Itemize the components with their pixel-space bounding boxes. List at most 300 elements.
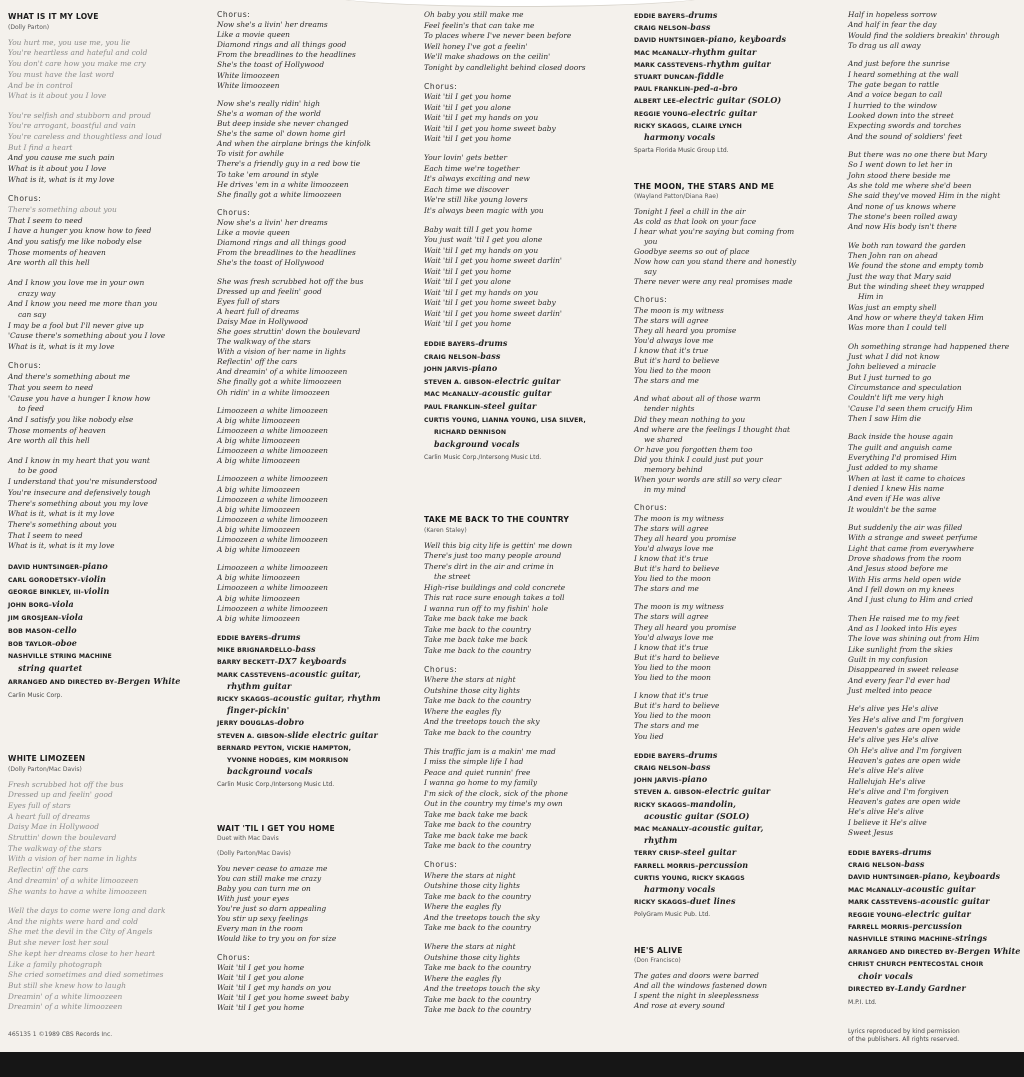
lyric-line: He's alive He's alive (848, 807, 924, 817)
lyric-line: Heaven's gates are open wide (848, 725, 961, 735)
credit-dash: – (77, 576, 81, 584)
musician-role: bass (295, 644, 316, 655)
musician-role: rhythm guitar (227, 680, 292, 691)
lyric-line: You don't care how you make me cry (8, 59, 146, 69)
credit-dash: – (114, 678, 118, 686)
lyric-line: To places where I've never been before (424, 31, 572, 40)
lyric-line: Outshine those city lights (424, 952, 520, 962)
musician-name: ALBERT LEE (634, 98, 676, 106)
lyric-line: A heart full of dreams (217, 306, 300, 316)
chorus-label: Chorus: (634, 503, 668, 513)
credit-dash: – (919, 874, 923, 882)
lyric-line: Half in hopeless sorrow (848, 10, 937, 19)
lyric-line: And how or where they'd taken Him (848, 312, 984, 322)
musician-role: acoustic guitar (482, 388, 552, 399)
musician-credit (217, 766, 381, 778)
lyric-line: And where are the feelings I thought that (634, 424, 790, 434)
chorus-label: Chorus: (424, 860, 458, 870)
musician-role: acoustic guitar, (289, 668, 361, 679)
musician-role: background vocals (434, 438, 520, 449)
lyric-line: With His arms held open wide (848, 574, 961, 584)
lyric-line: There's dirt in the air and crime in (424, 561, 554, 571)
musician-name: MAC McANALLY (634, 825, 689, 833)
lyric-line: Heaven's gates are open wide (848, 755, 961, 765)
chorus-label: Chorus: (634, 295, 668, 305)
musician-name: JOHN JARVIS (634, 777, 679, 785)
stanza-gap (424, 852, 586, 861)
musician-credit (634, 132, 796, 144)
lyric-line: I'm sick of the clock, sick of the phone (424, 788, 568, 798)
musician-role: drums (688, 10, 718, 20)
credit-dash: – (686, 899, 691, 907)
stanza-gap (8, 700, 181, 709)
lyric-line: That I seem to need (8, 530, 83, 540)
musician-role: dobro (277, 717, 305, 728)
stanza-gap (634, 495, 796, 503)
lyric-line: Dreamin' of a white limoozeen (8, 991, 123, 1001)
credit-dash: – (701, 789, 705, 797)
lyric-line: Like a movie queen (217, 30, 290, 40)
credit-dash: – (694, 74, 698, 82)
lyric-line: Tonight by candlelight behind closed doors (424, 62, 586, 72)
lyric-line: Now she's a livin' her dreams (217, 20, 328, 30)
lyric-line: Take me back to the country (424, 1005, 531, 1015)
musician-credit (8, 650, 181, 663)
credit-dash: – (477, 353, 481, 361)
lyric-line: Out in the country my time's my own (424, 799, 563, 809)
lyric-line: To drag us all away (848, 40, 921, 50)
musician-credit (424, 363, 586, 376)
lyric-line: But deep inside she never changed (217, 119, 349, 129)
lyric-line: Wait 'til I get you home (424, 319, 512, 328)
lyric-line: You never cease to amaze me (217, 863, 328, 873)
lyric-line: Reflectin' off the cars (217, 357, 298, 367)
musician-role: DX7 keyboards (277, 656, 347, 667)
lyric-line: Your lovin' gets better (424, 153, 507, 162)
lyric-line: And be in control (8, 80, 73, 90)
lyric-line: She said they've moved Him in the night (848, 191, 1001, 201)
lyric-line: Now how can you stand there and honestly (634, 257, 797, 267)
lyric-line: It's always been magic with you (424, 205, 544, 215)
musician-name: CRAIG NELSON (424, 353, 478, 361)
lyric-line: She goes struttin' down the boulevard (217, 327, 361, 336)
lyric-line: Diamond rings and all things good (217, 40, 347, 50)
footnote (848, 1028, 960, 1044)
musician-name: PAUL FRANKLIN (424, 403, 481, 411)
lyric-line: I know that it's true (634, 345, 709, 355)
song-title: WHAT IS IT MY LOVE (8, 12, 99, 21)
lyric-line: But I find a heart (8, 142, 73, 152)
credit-dash: – (475, 341, 479, 348)
lyric-line: Outshine those city lights (424, 685, 520, 695)
credit-dash: – (909, 924, 913, 932)
credit-dash: – (48, 602, 52, 610)
lyric-line: You're selfish and stubborn and proud (8, 110, 151, 120)
musician-role: rhythm (644, 835, 678, 846)
lyric-line: But I just turned to go (848, 372, 932, 382)
lyric-line: Now she's really ridin' high (217, 98, 321, 108)
lyric-line: Those moments of heaven (8, 247, 106, 257)
lyric-line: You're heartless and hateful and cold (8, 48, 148, 58)
lyric-line: And rose at every sound (634, 1001, 725, 1011)
musician-credit (8, 574, 181, 587)
lyric-line: She's the same ol' down home girl (217, 129, 346, 139)
lyric-line: Baby you can turn me on (217, 884, 311, 893)
lyric-line: You hurt me, you use me, you lie (8, 37, 131, 47)
musician-role: piano, keyboards (708, 34, 787, 45)
stanza-gap (8, 447, 181, 456)
lyric-line: John believed a miracle (848, 362, 937, 372)
lyric-line: Where the eagles fly (424, 902, 501, 912)
musician-role: fiddle (697, 71, 724, 82)
musician-credit (634, 120, 796, 132)
lyric-line: We're still like young lovers (424, 195, 528, 204)
stanza-gap (424, 479, 586, 488)
lyric-line: You can still make me crazy (217, 873, 322, 883)
lyric-line: And just before the sunrise (848, 59, 950, 69)
lyric-line: But still she knew how to laugh (8, 980, 126, 990)
stanza-gap (8, 726, 181, 735)
lyric-line: The moon is my witness (634, 305, 724, 315)
lyric-line: Wait 'til I get you home (424, 266, 512, 276)
stanza-gap (8, 708, 181, 717)
publisher-credit: M.P.I. Ltd. (848, 998, 877, 1006)
chorus-label: Chorus: (424, 664, 458, 674)
stanza-gap (634, 171, 796, 179)
lyric-line: White limoozeen (217, 70, 280, 80)
musician-name: MAC McANALLY (634, 49, 689, 57)
musician-credit (634, 750, 796, 762)
lyric-line: Like a movie queen (217, 228, 290, 238)
stanza-gap (848, 334, 1021, 342)
musician-role: bass (480, 350, 501, 361)
lyric-line: Was just an empty shell (848, 302, 937, 312)
lyric-line: I have a hunger you know how to feed (8, 226, 152, 236)
musician-role: rhythm guitar (692, 46, 757, 57)
stanza-gap (217, 466, 381, 474)
stanza-gap (8, 102, 181, 111)
lyric-line: Wait 'til I get you home (217, 1003, 305, 1013)
musician-role: drums (688, 749, 718, 760)
stanza-gap (217, 624, 381, 632)
lyric-line: But she never lost her soul (8, 938, 109, 948)
credit-dash: – (705, 37, 709, 45)
musician-name: YVONNE HODGES, KIM MORRISON (227, 756, 349, 764)
lyric-line: High-rise buildings and cold concrete (424, 582, 566, 592)
lyric-line: say (644, 267, 657, 277)
lyric-line: Take me back to the country (424, 820, 531, 830)
musician-name: CARL GORODETSKY (8, 576, 78, 584)
lyric-line: Eyes full of stars (217, 296, 280, 306)
lyric-line: She finally got a white limoozeen (217, 189, 342, 199)
musician-name: ARRANGED AND DIRECTED BY (848, 948, 955, 956)
lyric-line: Like a family photograph (8, 959, 103, 969)
lyric-line: Daisy Mae in Hollywood (8, 822, 99, 832)
songwriter-credit: (Dolly Parton) (8, 23, 50, 31)
lyric-line: You must have the last word (8, 69, 115, 79)
publisher-credit: Carlin Music Corp./Intersong Music Ltd. (217, 781, 335, 789)
musician-name: MAC McANALLY (424, 391, 479, 399)
stanza-gap (8, 269, 181, 278)
lyric-line: The moon is my witness (634, 602, 724, 612)
lyric-line: Diamond rings and all things good (217, 238, 347, 248)
lyric-line: She's the toast of Hollywood (217, 258, 325, 268)
musician-credit (217, 730, 381, 742)
lyric-line: 'Cause I'd seen them crucify Him (848, 403, 973, 413)
lyric-line: She kept her dreams close to her heart (8, 948, 155, 958)
lyric-line: 'Cause there's something about you I love (8, 331, 166, 341)
musician-credit (634, 872, 796, 884)
musician-credit (8, 638, 181, 651)
musician-role: background vocals (227, 766, 313, 777)
lyric-line: Limoozeen a white limoozeen (217, 474, 328, 484)
musician-credit (634, 823, 796, 835)
lyric-line: The moon is my witness (634, 513, 724, 523)
lyric-line: Take me back to the country (424, 923, 531, 933)
lyric-line: Take me back to the country (424, 891, 531, 901)
credit-dash: – (678, 777, 682, 785)
credit-dash: – (695, 862, 699, 870)
stanza-gap (424, 656, 586, 665)
lyric-line: Oh ridin' in a white limoozeen (217, 387, 330, 397)
lyric-line: Then I saw Him die (848, 413, 921, 423)
lyric-line: To take 'em around in style (217, 169, 319, 179)
musician-role: oboe (55, 637, 77, 648)
musician-role: acoustic guitar (SOLO) (644, 810, 750, 821)
musician-credit (217, 693, 381, 705)
musician-role: bass (690, 761, 711, 772)
lyric-line: When at last it came to choices (848, 473, 966, 483)
lyric-line: It wouldn't be the same (848, 504, 937, 514)
musician-name: ARRANGED AND DIRECTED BY (8, 678, 115, 686)
lyric-line: This traffic jam is a makin' me mad (424, 746, 556, 756)
credit-dash: – (51, 627, 55, 635)
footnote-line: of the publishers. All rights reserved. (848, 1036, 959, 1043)
musician-role: string quartet (18, 663, 83, 674)
musician-name: EDDIE BAYERS (634, 752, 686, 760)
stanza-gap (634, 742, 796, 750)
credit-dash: – (686, 801, 691, 809)
lyric-line: Just melted into peace (848, 685, 932, 695)
musician-credit (424, 376, 586, 389)
chorus-label: Chorus: (8, 194, 42, 204)
lyric-line: The gates and doors were barred (634, 970, 759, 980)
lyric-line: The love was shining out from Him (848, 634, 980, 644)
musician-role: electric guitar (704, 786, 771, 797)
lyric-line: He's alive yes He's alive (848, 735, 939, 745)
lyric-line: I know that it's true (634, 642, 709, 652)
musician-role: acoustic guitar, (692, 822, 764, 833)
lyric-line: And there's something about me (8, 372, 130, 382)
lyric-line: You'd always love me (634, 632, 714, 642)
lyric-line: With a strange and sweet perfume (848, 533, 978, 543)
credit-dash: – (954, 948, 958, 956)
credit-dash: – (80, 589, 84, 597)
musician-name: CRAIG NELSON (634, 764, 688, 772)
musician-name: EDDIE BAYERS (424, 341, 476, 348)
musician-credit (634, 22, 796, 34)
lyric-line: Then John ran on ahead (848, 251, 938, 261)
lyric-line: Dressed up and feelin' good (217, 286, 322, 296)
musician-credit (424, 426, 586, 439)
musician-role: electric guitar (905, 908, 971, 919)
musician-credit (217, 644, 381, 656)
lyric-line: Are worth all this hell (8, 258, 90, 268)
lyric-line: And as I looked into His eyes (848, 624, 957, 634)
stanza-gap (217, 555, 381, 563)
lyric-line: memory behind (644, 465, 703, 475)
musician-name: NASHVILLE STRING MACHINE (8, 653, 112, 661)
lyric-line: Tonight I feel a chill in the air (634, 206, 746, 216)
lyric-line: Take me back to the country (424, 963, 531, 973)
credit-dash: – (951, 936, 956, 944)
songwriter-credit: (Dolly Parton/Mac Davis) (217, 849, 291, 857)
musician-role: harmony vocals (644, 132, 716, 143)
lyric-line: There's something about you (8, 204, 117, 214)
credit-dash: – (284, 732, 288, 740)
musician-credit (848, 859, 1021, 871)
lyric-line: Just what I did not know (848, 352, 940, 362)
musician-credit (217, 742, 381, 754)
lyric-line: I understand that you're misunderstood (8, 477, 158, 487)
lyric-line: The gate began to rattle (848, 80, 939, 90)
lyric-line: Struttin' down the boulevard (8, 833, 117, 843)
lyric-line: Then He raised me to my feet (848, 613, 960, 623)
lyric-line: Heaven's gates are open wide (848, 797, 961, 807)
lyric-line: Every man in the room (217, 924, 303, 934)
lyric-line: Wait 'til I get you home sweet baby (424, 123, 556, 133)
musician-name: REGGIE YOUNG (848, 911, 902, 919)
musician-name: BARRY BECKETT (217, 659, 275, 667)
lyric-line: Wait 'til I get my hands on you (424, 113, 539, 122)
lyric-line: A big white limoozeen (217, 593, 301, 603)
musician-credit (634, 786, 796, 798)
musician-credit (634, 108, 796, 120)
lyric-line: To visit for awhile (217, 149, 284, 159)
stanza-gap (8, 186, 181, 195)
musician-credit (848, 884, 1021, 896)
lyric-line: The stars will agree (634, 523, 709, 533)
lyric-line: Limoozeen a white limoozeen (217, 446, 328, 456)
musician-name: STEVEN A. GIBSON (634, 789, 702, 797)
musician-name: TERRY CRISP (634, 850, 680, 858)
lyric-line: Dreamin' of a white limoozeen (8, 1002, 123, 1012)
lyric-line: 'Cause you have a hunger I know how (8, 393, 151, 403)
lyric-line: Would find the soldiers breakin' through (848, 30, 1000, 40)
credit-dash: – (269, 695, 274, 703)
musician-name: RICKY SKAGGS (634, 899, 687, 907)
stanza-gap (8, 897, 181, 906)
chorus-label: Chorus: (8, 361, 42, 371)
songwriter-credit: (Dolly Parton/Mac Davis) (8, 765, 82, 773)
lyric-line: With just your eyes (217, 894, 290, 904)
musician-credit (424, 414, 586, 427)
lyric-line: Back inside the house again (848, 432, 954, 442)
lyric-line: Limoozeen a white limoozeen (217, 583, 328, 593)
musician-credit (424, 351, 586, 364)
lyric-line: Wait 'til I get you home (424, 92, 512, 101)
chorus-label: Chorus: (217, 952, 251, 962)
musician-credit (8, 625, 181, 638)
lyric-line: You're just so darn appealing (217, 904, 327, 914)
lyric-line: Take me back take me back (424, 614, 528, 624)
lyric-line: I know that it's true (634, 553, 709, 563)
stanza-gap (634, 928, 796, 936)
musician-name: MARK CASSTEVENS (634, 61, 704, 69)
stanza-gap (634, 594, 796, 602)
musician-name: FARRELL MORRIS (848, 924, 910, 932)
musician-name: CURTIS YOUNG, RICKY SKAGGS (634, 874, 745, 882)
musician-credit (8, 676, 181, 689)
credit-dash: – (690, 86, 694, 94)
lyric-line: We both ran toward the garden (848, 240, 966, 250)
lyric-line: And all the windows fastened down (634, 980, 767, 990)
lyric-line: But it's hard to believe (634, 652, 720, 662)
lyric-line: Or have you forgotten them too (634, 444, 753, 454)
lyric-line: Circumstance and speculation (848, 382, 962, 392)
musician-name: GEORGE BINKLEY, III (8, 589, 81, 597)
musician-credit (424, 338, 586, 351)
lyric-line: Wait 'til I get you home (424, 134, 512, 143)
lyric-line: Dressed up and feelin' good (8, 790, 113, 800)
lyric-line: Drove shadows from the room (848, 554, 962, 564)
musician-role: mandolin, (690, 798, 737, 809)
musician-role: ped-a-bro (693, 83, 738, 94)
stanza-gap (8, 734, 181, 743)
musician-credit (848, 983, 1021, 995)
songwriter-credit: (Don Francisco) (634, 956, 681, 964)
musician-credit (424, 439, 586, 452)
musician-credit (634, 811, 796, 823)
lyric-line: Wait 'til I get you home (217, 962, 305, 972)
lyric-line: That I seem to need (8, 215, 83, 225)
lyric-line: Take me back to the country (424, 994, 531, 1004)
musician-credit (848, 933, 1021, 945)
lyric-line: And the nights were hard and cold (8, 916, 139, 926)
musician-name: EDDIE BAYERS (217, 634, 269, 642)
lyric-line: Just the way that Mary said (848, 271, 952, 281)
lyric-line: There never were any real promises made (634, 277, 793, 287)
lyric-line: You lied to the moon (634, 711, 711, 721)
lyric-line: Everything I'd promised Him (848, 453, 957, 463)
stanza-gap (424, 330, 586, 339)
credit-dash: – (894, 986, 898, 994)
musician-role: steel guitar (483, 400, 537, 411)
footnote-line: Lyrics reproduced by kind permission (848, 1028, 960, 1035)
lyric-line: And you satisfy me like nobody else (8, 237, 142, 247)
lyric-line: we shared (644, 434, 683, 444)
lyric-line: Wait 'til I get you alone (424, 277, 511, 286)
lyric-line: Limoozeen a white limoozeen (217, 405, 328, 415)
musician-role: percussion (698, 859, 749, 870)
musician-name: MAC McANALLY (848, 886, 903, 894)
lyric-line: I wanna run off to my fishin' hole (424, 603, 548, 613)
lyric-line: And I know in my heart that you want (8, 455, 150, 465)
musician-name: CRAIG NELSON (634, 25, 688, 33)
credit-dash: – (902, 886, 907, 894)
stanza-gap (8, 743, 181, 752)
credit-dash: – (292, 647, 296, 655)
lyric-line: But it's hard to believe (634, 356, 720, 366)
credit-dash: – (478, 391, 483, 399)
credit-dash: – (274, 720, 278, 728)
musician-credit (634, 83, 796, 95)
musician-name: CRAIG NELSON (848, 862, 902, 870)
musician-credit (634, 799, 796, 811)
musician-role: strings (955, 933, 988, 944)
musician-role: electric guitar (494, 375, 561, 386)
stanza-gap (217, 200, 381, 208)
